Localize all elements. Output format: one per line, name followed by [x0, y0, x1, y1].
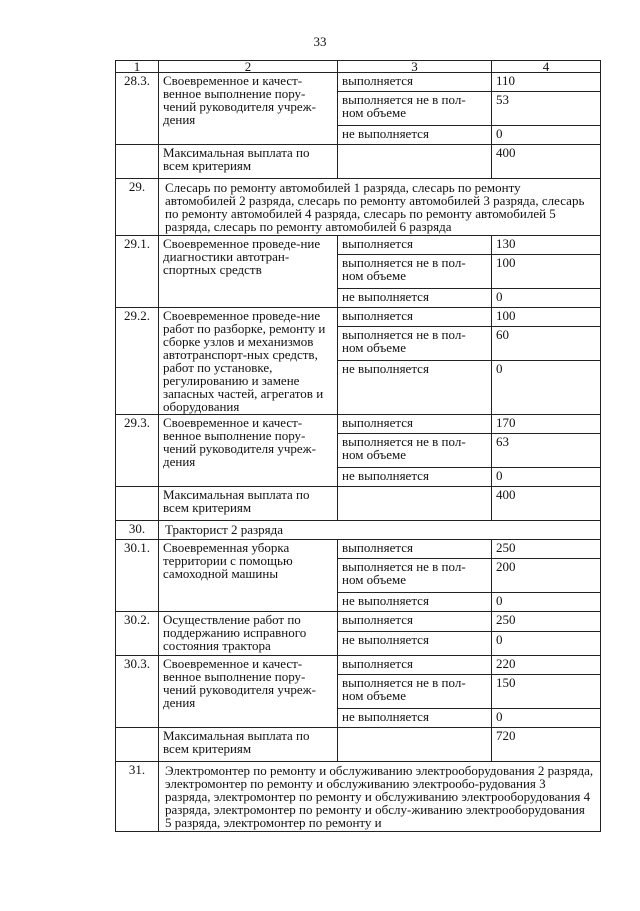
table-row	[116, 145, 601, 179]
option-value: 60	[492, 327, 601, 361]
criterion-text: Своевременное проведе-ние работ по разборке, ремонту и сборке узлов и механизмов автотранспорт-ных средств, работ по установке, регулированию и замене запасных частей, агрегатов и оборудования	[159, 308, 338, 415]
option-text: не выполняется	[338, 709, 492, 728]
option-value: 200	[492, 559, 601, 593]
item-number: 30.	[116, 521, 159, 540]
criterion-text: Своевременное и качест-венное выполнение пору-чений руководителя учреж-дения	[159, 656, 338, 728]
option-value: 0	[492, 126, 601, 145]
max-payment-value: 400	[492, 145, 601, 179]
column-header: 1	[116, 61, 159, 73]
option-value: 150	[492, 675, 601, 709]
option-value: 0	[492, 361, 601, 415]
option-value: 100	[492, 255, 601, 289]
option-text: выполняется	[338, 656, 492, 675]
option-value: 250	[492, 612, 601, 632]
option-text: выполняется	[338, 73, 492, 92]
option-value: 0	[492, 709, 601, 728]
section-title: Слесарь по ремонту автомобилей 1 разряда, слесарь по ремонту автомобилей 2 разряда, слесарь по ремонту автомобилей 3 разряда, слесарь по ремонту автомобилей 4 разряда, слесарь по ремонту автомобилей 5 разряда, слесарь по ремонту автомобилей 6 разряда	[159, 179, 601, 236]
item-number: 28.3.	[116, 73, 159, 145]
option-text: выполняется не в пол-ном объеме	[338, 327, 492, 361]
column-header: 3	[338, 61, 492, 73]
option-text: не выполняется	[338, 468, 492, 487]
option-text: выполняется	[338, 308, 492, 327]
option-value: 220	[492, 656, 601, 675]
option-value: 0	[492, 468, 601, 487]
option-text: не выполняется	[338, 289, 492, 308]
option-text: не выполняется	[338, 632, 492, 656]
option-value: 100	[492, 308, 601, 327]
column-header: 2	[159, 61, 338, 73]
option-text: выполняется не в пол-ном объеме	[338, 559, 492, 593]
table-row	[116, 612, 601, 632]
max-payment-value: 720	[492, 728, 601, 762]
item-number: 30.3.	[116, 656, 159, 728]
option-value: 250	[492, 540, 601, 559]
table-row	[116, 308, 601, 327]
section-row	[116, 521, 601, 540]
table-row	[116, 236, 601, 255]
item-number: 29.	[116, 179, 159, 236]
option-text: выполняется	[338, 540, 492, 559]
item-number: 31.	[116, 762, 159, 832]
option-text: выполняется не в пол-ном объеме	[338, 434, 492, 468]
max-payment-label: Максимальная выплата по всем критериям	[159, 487, 338, 521]
criterion-text: Своевременное и качест-венное выполнение пору-чений руководителя учреж-дения	[159, 415, 338, 487]
option-value: 0	[492, 289, 601, 308]
option-text: выполняется	[338, 415, 492, 434]
option-value: 63	[492, 434, 601, 468]
table-row	[116, 415, 601, 434]
max-payment-label: Максимальная выплата по всем критериям	[159, 145, 338, 179]
option-text: выполняется не в пол-ном объеме	[338, 255, 492, 289]
item-number: 29.2.	[116, 308, 159, 415]
option-value: 0	[492, 593, 601, 612]
table-row	[116, 487, 601, 521]
option-text: выполняется	[338, 236, 492, 255]
criterion-text: Осуществление работ по поддержанию исправного состояния трактора	[159, 612, 338, 656]
item-number: 29.1.	[116, 236, 159, 308]
option-value: 0	[492, 632, 601, 656]
table-row	[116, 728, 601, 762]
option-text: не выполняется	[338, 126, 492, 145]
option-text: не выполняется	[338, 593, 492, 612]
item-number: 30.2.	[116, 612, 159, 656]
criterion-text: Своевременное и качест-венное выполнение пору-чений руководителя учреж-дения	[159, 73, 338, 145]
option-text: выполняется не в пол-ном объеме	[338, 675, 492, 709]
section-title: Тракторист 2 разряда	[159, 521, 601, 540]
option-value: 170	[492, 415, 601, 434]
section-title: Электромонтер по ремонту и обслуживанию электрооборудования 2 разряда, электромонтер по ремонту и обслуживанию электрообо-рудования 3 разряда, электромонтер по ремонту и обслуживанию электрооборудования 4 разряда, электромонтер по ремонту и обслу-живанию электрооборудования 5 разряда, электромонтер по ремонту и	[159, 762, 601, 832]
section-row	[116, 179, 601, 236]
item-number: 30.1.	[116, 540, 159, 612]
criterion-text: Своевременное проведе-ние диагностики автотран-спортных средств	[159, 236, 338, 308]
option-text: не выполняется	[338, 361, 492, 415]
max-payment-value: 400	[492, 487, 601, 521]
item-number: 29.3.	[116, 415, 159, 487]
table-row	[116, 540, 601, 559]
option-text: выполняется	[338, 612, 492, 632]
table-row	[116, 656, 601, 675]
criterion-text: Своевременная уборка территории с помощью самоходной машины	[159, 540, 338, 612]
option-value: 110	[492, 73, 601, 92]
option-text: выполняется не в пол-ном объеме	[338, 92, 492, 126]
table-header-row	[116, 61, 601, 73]
table-row	[116, 73, 601, 92]
option-value: 53	[492, 92, 601, 126]
page-number: 33	[313, 34, 327, 49]
column-header: 4	[492, 61, 601, 73]
criteria-table	[115, 60, 601, 832]
option-value: 130	[492, 236, 601, 255]
section-row	[116, 762, 601, 832]
max-payment-label: Максимальная выплата по всем критериям	[159, 728, 338, 762]
